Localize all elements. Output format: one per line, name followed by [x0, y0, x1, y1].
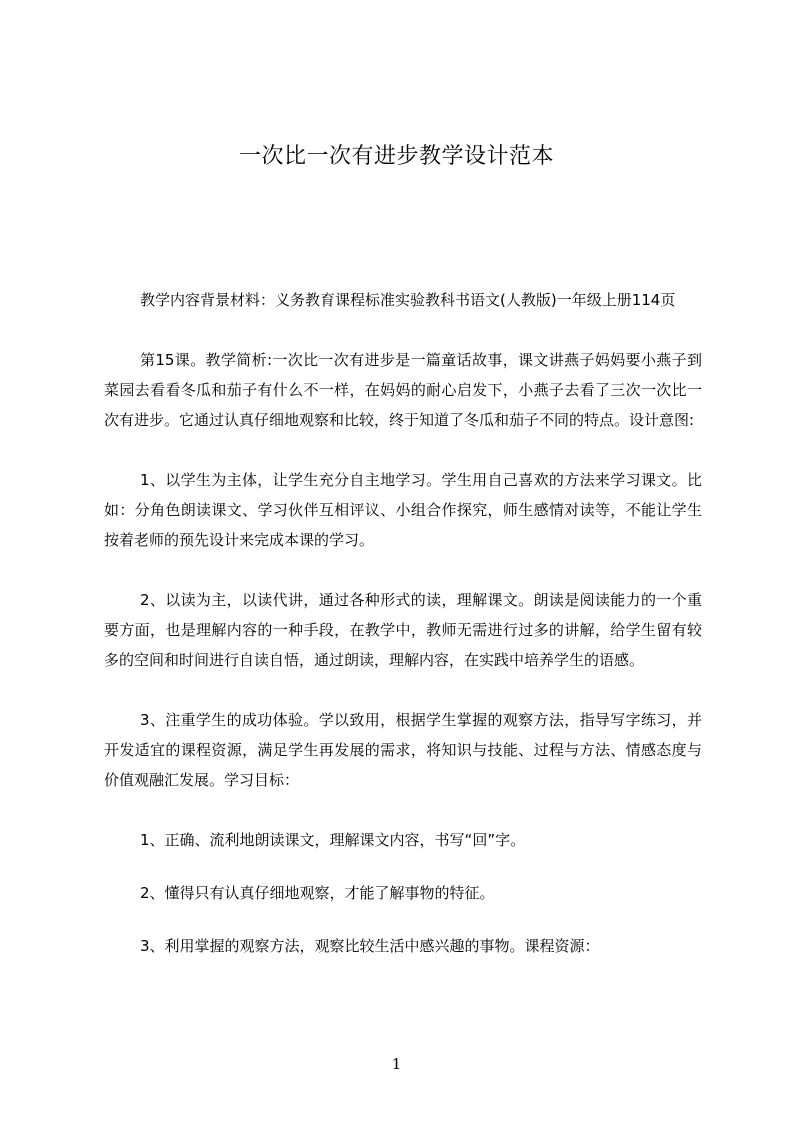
document-body: [104, 285, 702, 984]
paragraph-design-intent-1: 1、以学生为主体，让学生充分自主地学习。学生用自己喜欢的方法来学习课文。比如：分角色朗读课文、学习伙伴互相评议、小组合作探究，师生感情对读等，不能让学生按着老师的预先设计来完成本课的学习。: [104, 471, 702, 549]
paragraph-design-intent-2: 2、以读为主，以读代讲，通过各种形式的读，理解课文。朗读是阅读能力的一个重要方面，也是理解内容的一种手段，在教学中，教师无需进行过多的讲解，给学生留有较多的空间和时间进行自读自悟，通过朗读，理解内容，在实践中培养学生的语感。: [104, 591, 702, 669]
paragraph-lesson-analysis: 第15课。教学简析:一次比一次有进步是一篇童话故事，课文讲燕子妈妈要小燕子到菜园去看看冬瓜和茄子有什么不一样，在妈妈的耐心启发下，小燕子去看了三次一次比一次有进步。它通过认真仔细地观察和比较，终于知道了冬瓜和茄子不同的特点。设计意图:: [104, 351, 702, 429]
paragraph-goal-2: 2、懂得只有认真仔细地观察，才能了解事物的特征。: [140, 884, 495, 902]
paragraph-goal-3: 3、利用掌握的观察方法，观察比较生活中感兴趣的事物。课程资源：: [140, 937, 600, 955]
paragraph-background-material: 教学内容背景材料：义务教育课程标准实验教科书语文(人教版)一年级上册114页: [140, 291, 676, 309]
page-number: 1: [391, 1055, 402, 1073]
paragraph-design-intent-3: 3、注重学生的成功体验。学以致用，根据学生掌握的观察方法，指导写字练习，并开发适宜的课程资源，满足学生再发展的需求，将知识与技能、过程与方法、情感态度与价值观融汇发展。学习目标：: [104, 711, 702, 789]
document-title: 一次比一次有进步教学设计范本: [238, 144, 554, 169]
paragraph-goal-1: 1、正确、流利地朗读课文，理解课文内容，书写“回”字。: [140, 831, 526, 849]
